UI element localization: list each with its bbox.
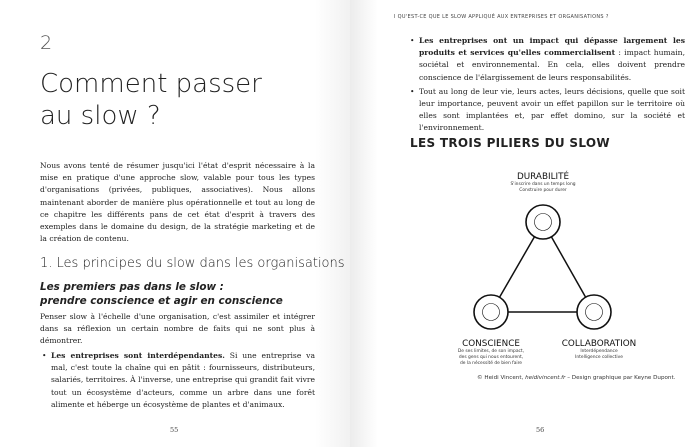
subsection-heading-line1: Les premiers pas dans le slow : [40, 281, 224, 293]
section-heading: 1. Les principes du slow dans les organisations [40, 256, 345, 271]
list-item [51, 350, 315, 411]
figure-credit [477, 375, 675, 381]
pillar-desc: S'inscrire dans un temps long [510, 182, 576, 187]
pillar-desc: de la nécessité de bien faire [459, 361, 523, 366]
bullet-text: Tout au long de leur vie, leurs actes, leurs décisions, quelle que soit leur importance, peuvent avoir un effet papillon sur le territoire où elles sont implantées et, par effet domino, sur la société et l'environnement. [419, 86, 685, 133]
pillar-desc: Construire pour durer [519, 188, 567, 193]
intro-paragraph: Nous avons tenté de résumer jusqu'ici l'état d'esprit nécessaire à la mise en pratique d'une approche slow, valable pour tous les types d'organisations (privées, publiques, associatives). Nous allons maintenant aborder de manière plus opérationnelle et tout au long de ce chapitre les différents pans de cet état d'esprit à travers des exemples dans le domaine du design, de la stratégie marketing et de la création de contenu. [40, 161, 315, 244]
chapter-title: Comment passer au slow ? [40, 69, 262, 131]
bullet-list [40, 350, 315, 413]
running-head: I QU'EST-CE QUE LE SLOW APPLIQUÉ AUX ENTREPRISES ET ORGANISATIONS ? [394, 14, 609, 20]
pillar-desc: Interdépendance [580, 349, 618, 354]
bullet-bold: Les entreprises ont un impact qui dépasse largement les produits et services qu'elles commercialisent [419, 36, 685, 58]
pillar-desc: De ses limites, de son impact, [457, 349, 525, 354]
bullet-bold: Les entreprises sont interdépendantes. [51, 351, 225, 360]
credit-site: heidivincent.fr [525, 375, 566, 381]
page-number: 56 [536, 426, 545, 434]
credit-prefix: © Heidi Vincent, [477, 375, 526, 381]
subsection-heading-line2: prendre conscience et agir en conscience [40, 295, 283, 307]
right-page [350, 0, 700, 447]
pillar-desc: des gens qui nous entourent, [458, 355, 524, 360]
credit-suffix: – Design graphique par Keyne Dupont. [565, 375, 676, 381]
pillar-collaboration [544, 339, 654, 361]
subsection-heading [40, 280, 320, 308]
conscience-node [474, 295, 508, 329]
pillar-conscience [436, 339, 546, 367]
page-number: 55 [170, 426, 179, 434]
chapter-number: 2 [40, 32, 53, 54]
pillar-name: DURABILITÉ [516, 172, 570, 182]
collaboration-node [577, 295, 611, 329]
pillar-desc: Intelligence collective [575, 355, 623, 360]
figure-title: LES TROIS PILIERS DU SLOW [410, 136, 610, 150]
bullet-text: : impact humain, sociétal et environnemental. En cela, elles doivent prendre conscience de l'élargissement de leurs responsabilités. [419, 48, 685, 82]
pillar-name: COLLABORATION [561, 339, 637, 349]
pillar-durabilite [493, 172, 593, 194]
durabilite-node [526, 205, 560, 239]
pillar-name: CONSCIENCE [462, 339, 520, 349]
body-paragraph: Penser slow à l'échelle d'une organisation, c'est assimiler et intégrer dans sa réflexion un certain nombre de faits qui ne sont plus à démontrer. [40, 312, 315, 346]
bullet-text: Si une entreprise va mal, c'est toute la chaîne qui en pâtit : fournisseurs, distributeurs, salariés, territoires. À l'inverse, une entreprise qui grandit fait vivre tout un écosystème d'acteurs, comme un arbre dans une forêt alimente et héberge un écosystème de plantes et d'animaux. [51, 351, 315, 409]
